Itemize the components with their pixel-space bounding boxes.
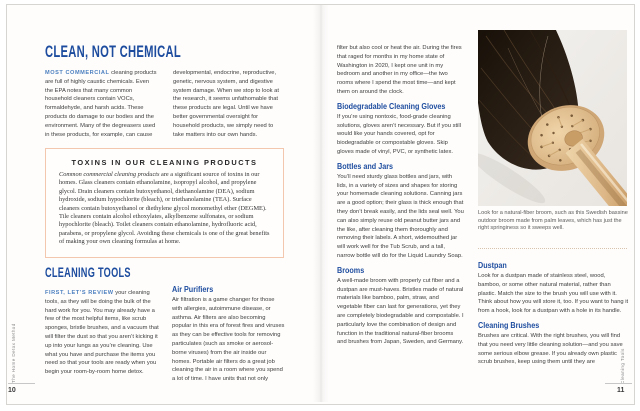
toxins-box-body bbox=[59, 171, 270, 247]
dustpan-text: Look for a dustpan made of stainless steel, wood, bamboo, or some other natural material, rather than plastic. Match the size to the brush you will use with it. Think about how you will store it, too. If you want to hang it from a hook, look for a dustpan with a hole in its handle. bbox=[478, 273, 629, 315]
cleaning-tools-paragraph bbox=[45, 289, 159, 377]
dustpan-heading: Dustpan bbox=[478, 261, 507, 270]
tools-text: your cleaning tools, as they will be doing the bulk of the hard work for you. You may already have a few of the most helpful items, like scrub sponges, bristle brushes, and a vacuum that will filter the dust so that you aren’t kicking it up into your lungs as you’re cleaning. Use what you have and purchase the items you need so that your tools are ready when you begin your room-by-room home detox. bbox=[45, 290, 159, 376]
brooms-text: A well-made broom with properly cut fiber and a dustpan are must-haves. Bristles made of natural materials like bamboo, palm, straw, and vegetable fiber can last for generations, yet they are completely biodegradable and compostable. I particularly love the combination of design and function in the traditional natural-fiber brooms and brushes from Japan, Sweden, and Germany. bbox=[337, 277, 464, 346]
left-running-footer: The Home Detox Method bbox=[11, 323, 16, 383]
right-folio-rule bbox=[605, 383, 632, 384]
gloves-text: If you’re using nontoxic, food-grade cleaning solutions, gloves aren’t necessary. But if you still would like your hands covered, opt for biodegradable or compostable gloves. Skip gloves made of vinyl, PVC, or synthetic latex. bbox=[337, 113, 461, 155]
air-purifiers-text: Air filtration is a game changer for those with allergies, autoimmune disease, or asthma. Air filters are also becoming popular in this era of forest fires and viruses as they can be effective tools for removing particulates (such as smoke or aerosol-borne viruses) from the air inside our homes. Portable air filters do a great job cleaning the air in a room where you spend a lot of time. I have units that not only bbox=[172, 297, 285, 383]
brooms-heading: Brooms bbox=[337, 265, 365, 275]
intro-text: cleaning products are full of highly caustic chemicals. Even the EPA notes that many common household cleaners contain VOCs, formaldehyde, and harsh acids. These products do damage to our bodies and the environment. Many of the degreasers used in these products, for example, can cause developmental, endocrine, reproductive, genetic, nervous system, and digestive system damage. When we stop to look at the research, it seems unfathomable that these products are legal. Until we have better governmental oversight for household products, we simply need to take matters into our own hands. bbox=[45, 70, 280, 138]
intro-paragraph bbox=[45, 69, 285, 142]
gloves-heading: Biodegradable Cleaning Gloves bbox=[337, 101, 446, 111]
left-page-number: 10 bbox=[8, 387, 16, 394]
photo-caption: Look for a natural-fiber broom, such as this Swedish bassine outdoor broom made from palm leaves, which has just the right springiness so it sweeps well. bbox=[478, 210, 628, 231]
page-title: CLEAN, NOT CHEMICAL bbox=[45, 43, 182, 61]
cleaning-brushes-text: Brushes are critical. With the right brushes, you will find that you need very little cleaning solution—and you save some serious elbow grease. If you already own plastic scrub brushes, keep using them until they are bbox=[478, 332, 623, 366]
caption-divider bbox=[478, 248, 627, 249]
section-bottles-jars bbox=[337, 162, 464, 261]
toxins-box-lead: Common commercial cleaning products bbox=[59, 171, 160, 178]
bottles-jars-heading: Bottles and Jars bbox=[337, 161, 394, 171]
right-column-2 bbox=[478, 256, 629, 367]
section-brooms bbox=[337, 266, 464, 347]
air-purifiers-heading: Air Purifiers bbox=[172, 285, 214, 294]
toxins-box-title: TOXINS IN OUR CLEANING PRODUCTS bbox=[71, 158, 258, 167]
right-column-1 bbox=[337, 44, 464, 347]
continued-paragraph: filter but also cool or heat the air. During the fires that raged for months in my home state of Washington in 2020, I kept one unit in my bedroom and another in my office—the two rooms where I spend the most time—and kept them on around the clock. bbox=[337, 45, 462, 95]
broom-photo-illustration bbox=[478, 30, 627, 206]
section-gloves bbox=[337, 102, 464, 157]
toxins-callout-box bbox=[45, 148, 284, 258]
left-folio-rule bbox=[8, 383, 35, 384]
tools-lead-in: FIRST, LET’S REVIEW bbox=[45, 290, 114, 296]
cleaning-brushes-heading: Cleaning Brushes bbox=[478, 320, 540, 330]
intro-lead-in: MOST COMMERCIAL bbox=[45, 70, 110, 76]
section-cleaning-brushes bbox=[478, 321, 629, 367]
section-title: CLEANING TOOLS bbox=[45, 265, 131, 280]
right-page-number: 11 bbox=[617, 387, 625, 394]
section-dustpan bbox=[478, 261, 629, 316]
right-running-footer: Cleaning Tools bbox=[620, 348, 625, 384]
bottles-jars-text: You’ll need sturdy glass bottles and jars, with lids, in a variety of sizes and shapes for storing your homemade cleaning solutions. Canning jars are a good option; their glass is thick enough that they don’t break easily, and the lids seal well. You can also simply reuse old peanut butter jars and the like, after cleaning them thoroughly and removing their labels. A short, widemouthed jar will work well for the Tub Scrub, and a tall, narrow bottle will do for the Liquid Laundry Soap. bbox=[337, 173, 464, 259]
toxins-box-text: are a significant source of toxins in our homes. Glass cleaners contain ethanolamine, isopropyl alcohol, and propylene glycol. Drain cleaners contain butoxyethanol, diethanolamine (DEA), sodium hydroxide, sodium hypochlorite (bleach), or triethanolamine (TEA). Surface cleaners contain butoxyethanol or diethylene glycol monomethyl ether (DEGME). Tile cleaners contain alcohol ethoxylates, alkylbenzene sulfonates, or sodium hypochlorite (bleach). Toilet cleaners contain ethanolamine, hydrofluoric acid, parabens, or propylene glycol. Avoiding these chemicals is one of the great benefits of making your own cleaning formulas at home. bbox=[59, 171, 270, 246]
broom-photo bbox=[478, 30, 627, 206]
air-purifiers-section bbox=[172, 285, 286, 384]
page-gutter-shadow bbox=[313, 5, 329, 402]
